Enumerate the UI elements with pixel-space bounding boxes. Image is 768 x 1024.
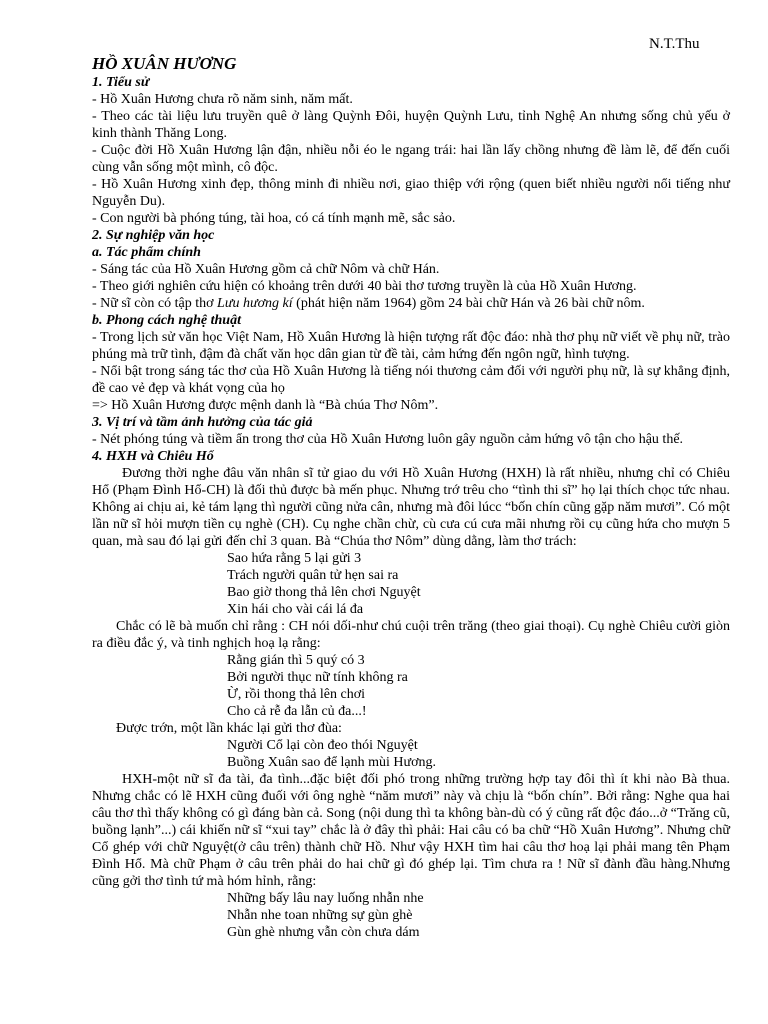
poem-line: Bởi người thục nữ tính không ra bbox=[227, 670, 408, 685]
author-name: N.T.Thu bbox=[649, 36, 700, 52]
paragraph: - Cuộc đời Hồ Xuân Hương lận đận, nhiều nỗi éo le ngang trái: hai lần lấy chồng nhưng đề làm lẽ, để đến cuối cùng vẫn sống một mình, cô độc. bbox=[92, 143, 730, 175]
poem-line: Những bấy lâu nay luống nhẫn nhe bbox=[227, 891, 424, 906]
document-body bbox=[92, 54, 730, 941]
poem-stanza bbox=[92, 890, 730, 941]
poem-line: Người Cổ lại còn đeo thói Nguyệt bbox=[227, 738, 418, 753]
document-title: HỒ XUÂN HƯƠNG bbox=[92, 54, 237, 73]
subsection-heading-b: b. Phong cách nghệ thuật bbox=[92, 313, 241, 328]
section-heading-1: 1. Tiểu sử bbox=[92, 75, 150, 90]
poem-stanza bbox=[92, 737, 730, 771]
paragraph: - Hồ Xuân Hương xinh đẹp, thông minh đi nhiều nơi, giao thiệp với rộng (quen biết nhiều người nổi tiếng như Nguyễn Du). bbox=[92, 177, 730, 209]
paragraph bbox=[92, 295, 730, 312]
poem-line: Xin hái cho vài cái lá đa bbox=[227, 602, 364, 617]
poem-stanza bbox=[92, 550, 730, 618]
poem-line: Rằng gián thì 5 quý có 3 bbox=[227, 653, 365, 668]
paragraph: - Sáng tác của Hồ Xuân Hương gồm cả chữ Nôm và chữ Hán. bbox=[92, 262, 440, 277]
paragraph: Đương thời nghe đâu văn nhân sĩ tử giao du với Hồ Xuân Hương (HXH) là rất nhiều, nhưng chỉ có Chiêu Hổ (Phạm Đình Hổ-CH) là đối thủ được bà mến phục. Nhưng trớ trêu cho “tình thi sĩ” họ lại thích chọc tức nhau. Không ai chịu ai, kẻ tám lạng thì người cũng nửa cân, nhưng mà đôi lúcc “bốn chín cũng gặp năm mươi”. Có một lần nữ sĩ hỏi mượn tiền cụ nghè (CH). Cụ nghe chần chừ, cù cưa cú cưa mãi nhưng rồi cụ cũng hứa cho mượn 5 quan, mà sau đó lại gửi đến chỉ 3 quan. Bà “Chúa thơ Nôm” dùng dằng, làm thơ trách: bbox=[92, 466, 730, 549]
subsection-heading-a: a. Tác phẩm chính bbox=[92, 245, 201, 260]
paragraph: - Hồ Xuân Hương chưa rõ năm sinh, năm mất. bbox=[92, 92, 353, 107]
poem-line: Cho cả rễ đa lẫn củ đa...! bbox=[227, 704, 367, 719]
poem-line: Bao giờ thong thả lên chơi Nguyệt bbox=[227, 585, 421, 600]
paragraph: - Nổi bật trong sáng tác thơ của Hồ Xuân Hương là tiếng nói thương cảm đối với người phụ nữ, là sự khẳng định, đề cao vẻ đẹp và khát vọng của họ bbox=[92, 364, 730, 396]
paragraph: - Nét phóng túng và tiềm ẩn trong thơ của Hồ Xuân Hương luôn gây nguồn cảm hứng vô tận cho hậu thế. bbox=[92, 432, 684, 447]
paragraph: - Con người bà phóng túng, tài hoa, có cá tính mạnh mẽ, sắc sảo. bbox=[92, 211, 456, 226]
poem-line: Buồng Xuân sao để lạnh mùi Hương. bbox=[227, 755, 437, 770]
paragraph: Chắc có lẽ bà muốn chỉ rằng : CH nói dối-như chú cuội trên trăng (theo giai thoại). Cụ nghè Chiêu cười giòn ra điều đắc ý, và tinh nghịch hoạ lạ rằng: bbox=[92, 619, 730, 651]
paragraph: HXH-một nữ sĩ đa tài, đa tình...đặc biệt đối phó trong những trường hợp tay đôi thì ít khi nào Bà thua. Nhưng chắc có lẽ HXH cũng đuối với ông nghè “năm mươi” này và chịu là “bốn chín”. Bởi rằng: Nghe qua hai câu thơ thì thấy không có gì đáng bàn cả. Song (nội dung thì ta không bàn-dù có ý cũng rất độc đáo...ở “Trăng cũ, buồng lạnh”...) cái khiến nữ sĩ “xui tay” chắc là ở đây thì phải: Hai câu có ba chữ “Hồ Xuân Hương”. Nhưng chữ Cổ ghép với chữ Nguyệt(ở câu trên) thành chữ Hồ. Như vậy HXH tìm hai câu thơ hoạ lại phải mang tên Phạm Đình Hổ. Mà chữ Phạm ở câu trên phải do hai chữ gì đó ghép lại. Tìm chưa ra ! Nữ sĩ đành đầu hàng.Nhưng cũng gởi thơ tình tứ mà hóm hỉnh, rằng: bbox=[92, 772, 730, 889]
section-heading-3: 3. Vị trí và tầm ảnh hưởng của tác giả bbox=[92, 415, 313, 430]
poem-line: Trách người quân tử hẹn sai ra bbox=[227, 568, 399, 583]
paragraph: - Theo các tài liệu lưu truyền quê ở làng Quỳnh Đôi, huyện Quỳnh Lưu, tỉnh Nghệ An nhưng sống chủ yếu ở kinh thành Thăng Long. bbox=[92, 109, 730, 141]
section-heading-2: 2. Sự nghiệp văn học bbox=[92, 228, 215, 243]
poem-stanza bbox=[92, 652, 730, 720]
paragraph: => Hồ Xuân Hương được mệnh danh là “Bà chúa Thơ Nôm”. bbox=[92, 398, 439, 413]
paragraph: - Theo giới nghiên cứu hiện có khoảng trên dưới 40 bài thơ tương truyền là của Hồ Xuân Hương. bbox=[92, 279, 637, 294]
poem-line: Nhẫn nhe toan những sự gùn ghè bbox=[227, 908, 413, 923]
paragraph: Được trớn, một lần khác lại gửi thơ đùa: bbox=[116, 721, 342, 736]
book-title: Lưu hương kí bbox=[217, 296, 293, 311]
text-run: (phát hiện năm 1964) gồm 24 bài chữ Hán và 26 bài chữ nôm. bbox=[292, 296, 645, 311]
section-heading-4: 4. HXH và Chiêu Hổ bbox=[92, 449, 214, 464]
poem-line: Gùn ghè nhưng vẫn còn chưa dám bbox=[227, 925, 420, 940]
paragraph: - Trong lịch sử văn học Việt Nam, Hồ Xuân Hương là hiện tượng rất độc đáo: nhà thơ phụ nữ viết về phụ nữ, trào phúng mà trữ tình, đậm đà chất văn học dân gian từ đề tài, cảm hứng đến ngôn ngữ, hình tượng. bbox=[92, 330, 730, 362]
poem-line: Sao hứa rằng 5 lại gửi 3 bbox=[227, 551, 362, 566]
text-run: - Nữ sĩ còn có tập thơ bbox=[92, 296, 218, 311]
poem-line: Ừ, rồi thong thả lên chơi bbox=[227, 687, 366, 702]
